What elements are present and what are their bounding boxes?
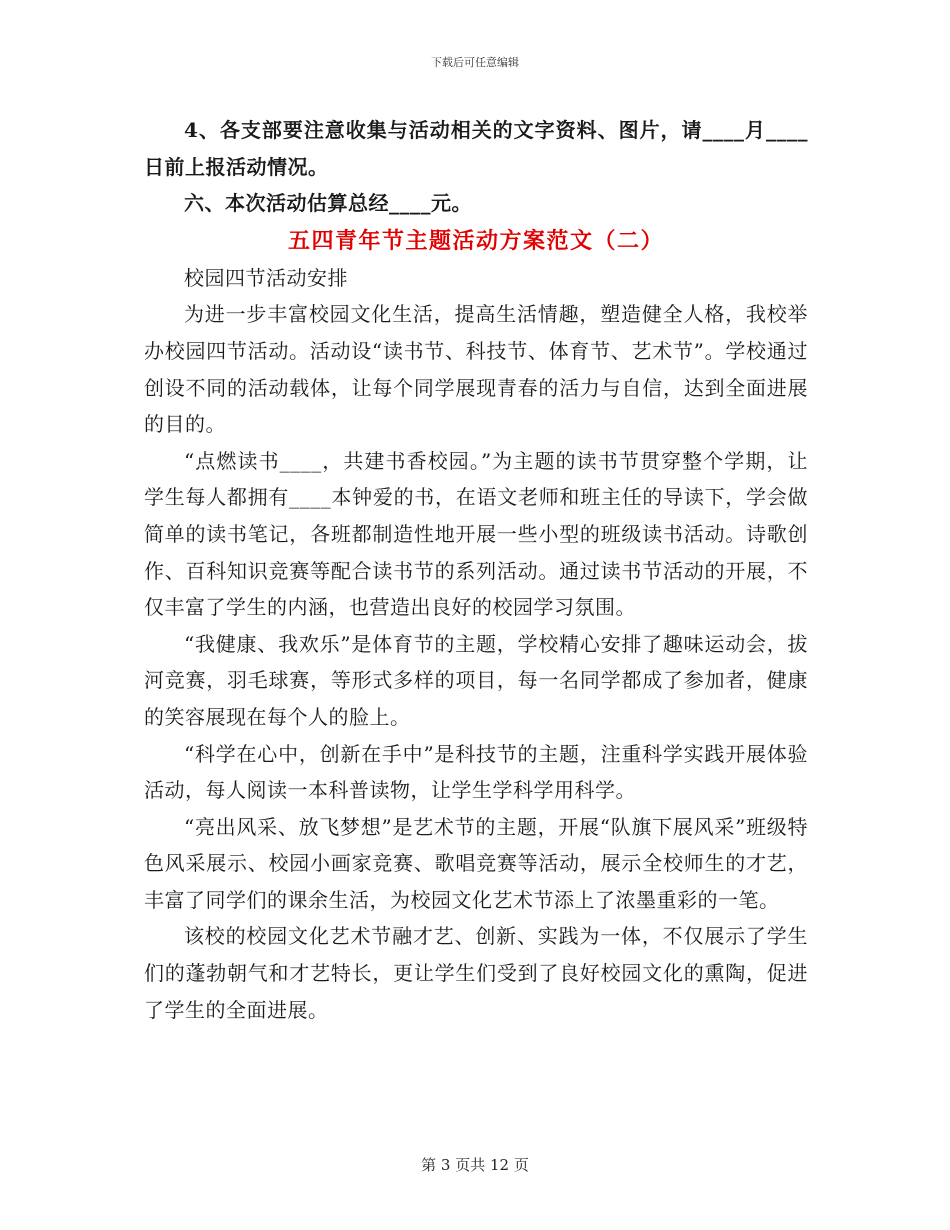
paragraph: “我健康、我欢乐”是体育节的主题，学校精心安排了趣味运动会，拔河竞赛，羽毛球赛，等形式多样的项目，每一名同学都成了参加者，健康的笑容展现在每个人的脸上。 bbox=[144, 631, 808, 729]
paragraph: “科学在心中，创新在手中”是科技节的主题，注重科学实践开展体验活动，每人阅读一本科普读物，让学生学科学用科学。 bbox=[144, 741, 808, 803]
section-six-heading: 六、本次活动估算总经____元。 bbox=[184, 191, 472, 216]
page-number: 第 3 页共 12 页 bbox=[421, 1156, 529, 1174]
header-note: 下载后可任意编辑 bbox=[431, 56, 519, 69]
paragraph: “点燃读书____，共建书香校园。”为主题的读书节贯穿整个学期，让学生每人都拥有____本钟爱的书，在语文老师和班主任的导读下，学会做简单的读书笔记，各班都制造性地开展一些小型的班级读书活动。诗歌创作、百科知识竞赛等配合读书节的系列活动。通过读书节活动的开展，不仅丰富了学生的内涵，也营造出良好的校园学习氛围。 bbox=[144, 448, 808, 620]
document-title: 五四青年节主题活动方案范文（二） bbox=[287, 227, 664, 254]
list-item-4: 4、各支部要注意收集与活动相关的文字资料、图片，请____月____日前上报活动情况。 bbox=[144, 118, 808, 179]
section-subtitle: 校园四节活动安排 bbox=[184, 265, 348, 290]
paragraph: 该校的校园文化艺术节融才艺、创新、实践为一体，不仅展示了学生们的蓬勃朝气和才艺特长，更让学生们受到了良好校园文化的熏陶，促进了学生的全面进展。 bbox=[144, 924, 808, 1022]
paragraph: 为进一步丰富校园文化生活，提高生活情趣，塑造健全人格，我校举办校园四节活动。活动设“读书节、科技节、体育节、艺术节”。学校通过创设不同的活动载体，让每个同学展现青春的活力与自信，达到全面进展的目的。 bbox=[144, 302, 808, 437]
paragraph: “亮出风采、放飞梦想”是艺术节的主题，开展“队旗下展风采”班级特色风采展示、校园小画家竞赛、歌唱竞赛等活动，展示全校师生的才艺，丰富了同学们的课余生活，为校园文化艺术节添上了浓墨重彩的一笔。 bbox=[144, 814, 808, 912]
document-body bbox=[144, 112, 808, 1028]
